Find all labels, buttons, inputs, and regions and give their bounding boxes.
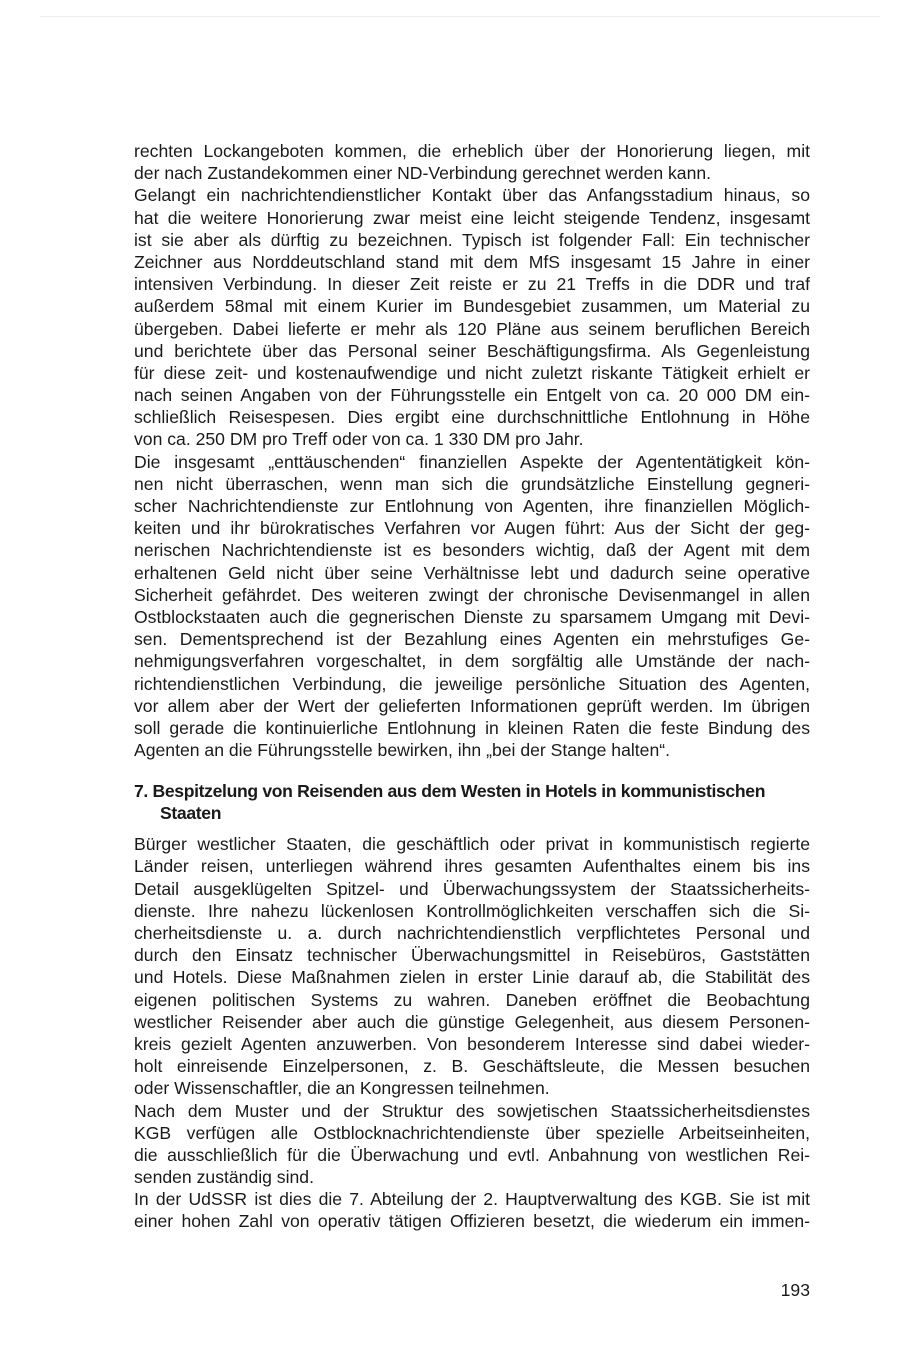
text-line: der nach Zustandekommen einer ND-Verbindung gerechnet werden kann. xyxy=(134,163,712,184)
text-line: sen. Dementsprechend ist der Bezahlung eines Agenten ein mehrstufiges Ge- xyxy=(134,629,810,650)
text-line: Ostblockstaaten auch die gegnerischen Dienste zu sparsamem Umgang mit Devi- xyxy=(134,606,810,627)
page-number: 193 xyxy=(780,1280,810,1300)
section-heading xyxy=(134,780,810,824)
text-line: Zeichner aus Norddeutschland stand mit dem MfS insgesamt 15 Jahre in einer xyxy=(134,251,810,272)
text-line: dienste. Ihre nahezu lückenlosen Kontrollmöglichkeiten verschaffen sich die Si- xyxy=(134,900,810,921)
text-line: nen nicht überraschen, wenn man sich die grundsätzliche Einstellung gegneri- xyxy=(134,473,810,494)
text-line: nehmigungsverfahren vorgeschaltet, in dem sorgfältig alle Umstände der nach- xyxy=(134,651,810,672)
text-line: Agenten an die Führungsstelle bewirken, ihn „bei der Stange halten“. xyxy=(134,740,670,761)
text-line: von ca. 250 DM pro Treff oder von ca. 1 330 DM pro Jahr. xyxy=(134,429,584,450)
text-line: außerdem 58mal mit einem Kurier im Bundesgebiet zusammen, um Material zu xyxy=(134,296,810,317)
text-line: Bürger westlicher Staaten, die geschäftlich oder privat in kommunistisch regierte xyxy=(134,834,810,855)
text-line: eigenen politischen Systems zu wahren. Daneben eröffnet die Beobachtung xyxy=(134,989,810,1010)
body-text xyxy=(134,140,810,1233)
section-heading-line-1: 7. Bespitzelung von Reisenden aus dem Westen in Hotels in kommunistischen xyxy=(134,781,766,802)
text-line: In der UdSSR ist dies die 7. Abteilung der 2. Hauptverwaltung des KGB. Sie ist mit xyxy=(134,1189,810,1210)
paragraph-6 xyxy=(134,1188,810,1232)
text-line: nach seinen Angaben von der Führungsstelle ein Entgelt von ca. 20 000 DM ein- xyxy=(134,385,810,406)
text-line: ist sie aber als dürftig zu bezeichnen. Typisch ist folgender Fall: Ein technischer xyxy=(134,229,810,250)
text-line: cherheitsdienste u. a. durch nachrichtendienstlich verpflichtetes Personal und xyxy=(134,923,810,943)
section-heading-line-2: Staaten xyxy=(160,803,222,824)
paragraph-1 xyxy=(134,140,810,184)
text-line: erhaltenen Geld nicht über seine Verhältnisse lebt und dadurch seine operative xyxy=(134,562,810,583)
scan-edge-divider xyxy=(40,16,880,17)
text-line: oder Wissenschaftler, die an Kongressen teilnehmen. xyxy=(134,1078,550,1099)
text-line: Die insgesamt „enttäuschenden“ finanziellen Aspekte der Agententätigkeit kön- xyxy=(134,451,810,472)
paragraph-3 xyxy=(134,451,810,762)
text-line: westlicher Reisender aber auch die günstige Gelegenheit, aus diesem Personen- xyxy=(134,1011,810,1032)
text-line: KGB verfügen alle Ostblocknachrichtendienste über spezielle Arbeitseinheiten, xyxy=(134,1122,810,1143)
text-line: für diese zeit- und kostenaufwendige und nicht zuletzt riskante Tätigkeit erhielt er xyxy=(134,362,810,383)
text-line: Nach dem Muster und der Struktur des sowjetischen Staatssicherheitsdienstes xyxy=(134,1100,810,1121)
text-line: Länder reisen, unterliegen während ihres gesamten Aufenthaltes einem bis ins xyxy=(134,856,810,877)
text-line: übergeben. Dabei lieferte er mehr als 120 Pläne aus seinem beruflichen Bereich xyxy=(134,318,810,339)
text-line: holt einreisende Einzelpersonen, z. B. Geschäftsleute, die Messen besuchen xyxy=(134,1056,810,1077)
text-line: senden zuständig sind. xyxy=(134,1167,314,1188)
text-line: Sicherheit gefährdet. Des weiteren zwingt der chronische Devisenmangel in allen xyxy=(134,584,810,605)
paragraph-2 xyxy=(134,184,810,450)
text-line: kreis gezielt Agenten anzuwerben. Von besonderem Interesse sind dabei wieder- xyxy=(134,1033,810,1054)
text-line: Gelangt ein nachrichtendienstlicher Kontakt über das Anfangsstadium hinaus, so xyxy=(134,185,810,206)
text-line: rechten Lockangeboten kommen, die erheblich über der Honorierung liegen, mit xyxy=(134,141,810,161)
text-line: einer hohen Zahl von operativ tätigen Offizieren besetzt, die wiederum ein immen- xyxy=(134,1211,810,1232)
text-line: richtendienstlichen Verbindung, die jeweilige persönliche Situation des Agenten, xyxy=(134,673,810,694)
text-line: durch den Einsatz technischer Überwachungsmittel in Reisebüros, Gaststätten xyxy=(134,945,810,966)
text-line: keiten und ihr bürokratisches Verfahren vor Augen führt: Aus der Sicht der geg- xyxy=(134,518,810,539)
text-line: schließlich Reisespesen. Dies ergibt eine durchschnittliche Entlohnung in Höhe xyxy=(134,407,810,428)
text-line: nerischen Nachrichtendienste ist es besonders wichtig, daß der Agent mit dem xyxy=(134,540,810,561)
text-line: die ausschließlich für die Überwachung und evtl. Anbahnung von westlichen Rei- xyxy=(134,1144,810,1165)
paragraph-4 xyxy=(134,833,810,1099)
text-line: hat die weitere Honorierung zwar meist eine leicht steigende Tendenz, insgesamt xyxy=(134,207,810,228)
text-line: scher Nachrichtendienste zur Entlohnung von Agenten, ihre finanziellen Möglich- xyxy=(134,496,810,516)
text-line: soll gerade die kontinuierliche Entlohnung in kleinen Raten die feste Bindung des xyxy=(134,717,810,738)
text-line: und berichtete über das Personal seiner Beschäftigungsfirma. Als Gegenleistung xyxy=(134,340,810,361)
paragraph-5 xyxy=(134,1100,810,1189)
text-line: Detail ausgeklügelten Spitzel- und Überwachungssystem der Staatssicherheits- xyxy=(134,878,810,899)
text-line: intensiven Verbindung. In dieser Zeit reiste er zu 21 Treffs in die DDR und traf xyxy=(134,274,810,295)
text-line: vor allem aber der Wert der gelieferten Informationen geprüft werden. Im übrigen xyxy=(134,695,810,716)
text-line: und Hotels. Diese Maßnahmen zielen in erster Linie darauf ab, die Stabilität des xyxy=(134,967,810,988)
